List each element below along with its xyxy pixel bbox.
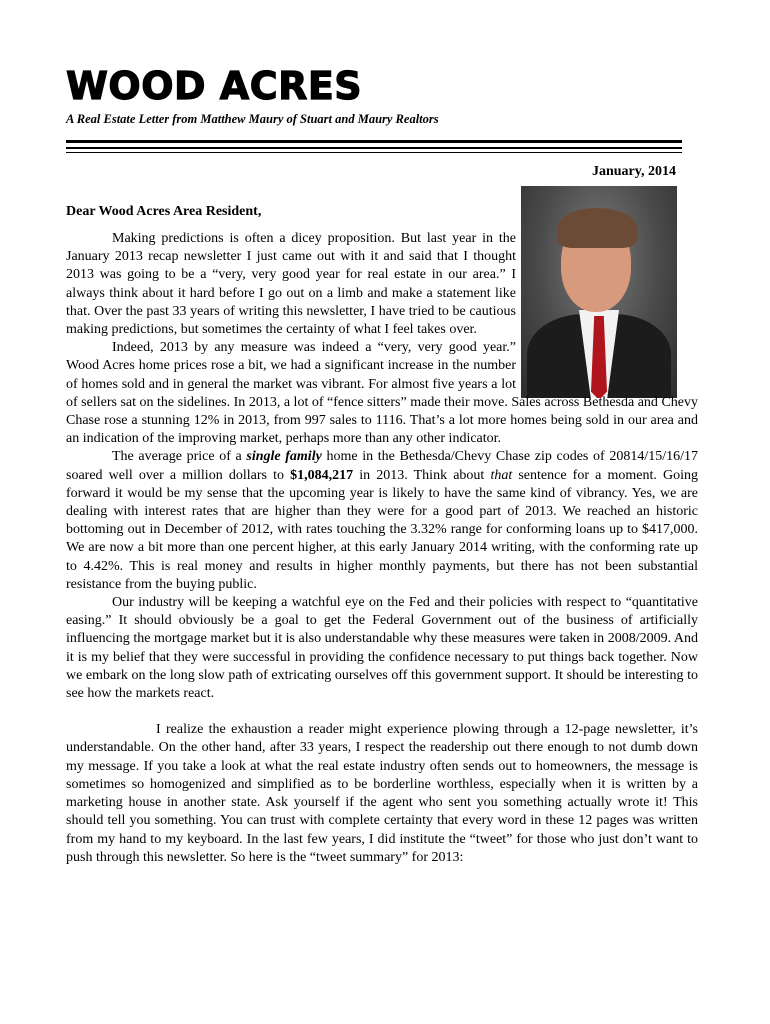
header-rule-thick — [66, 140, 682, 143]
paragraph-4: Our industry will be keeping a watchful eye on the Fed and their policies with respect to “quantitative easing.” It should obviously be a goal to get the Federal Government out of the business of artificially influencing the mortgage market but it is also understandable why these measures were taken in 2008/2009. And it is my belief that they were successful in providing the confidence necessary to put things back together. Now we embark on the long slow path of extricating ourselves off this government support. It should be interesting to see how the markets react. — [66, 595, 698, 702]
paragraph-5: I realize the exhaustion a reader might experience plowing through a 12-page newsletter, it’s understandable. On the other hand, after 33 years, I respect the readership out there enough to not dumb down my message. If you take a look at what the real estate industry often sends out to homeowners, the message is sometimes so homogenized and simplified as to be borderline worthless, especially when it is written by a marketing house in another state. Ask yourself if the agent who sent you something actually wrote it! This should tell you something. You can trust with complete certainty that every word in these 12 pages was written from my hand to my keyboard. In the last few years, I did institute the “tweet” for those who just don’t want to push through this newsletter. So here is the “tweet summary” for 2013: — [66, 722, 698, 865]
letter-body — [66, 230, 698, 867]
header-rule-medium — [66, 147, 682, 149]
newsletter-title: WOOD ACRES — [66, 64, 363, 108]
newsletter-subtitle: A Real Estate Letter from Matthew Maury of Stuart and Maury Realtors — [66, 112, 439, 126]
paragraph-3: The average price of a single family home in the Bethesda/Chevy Chase zip codes of 20814/15/16/17 soared well over a million dollars to $1,084,217 in 2013. Think about that sentence for a moment. Going forward it would be my sense that the upcoming year is likely to have the same kind of vibrancy. Yes, we are dealing with interest rates that are higher than they were for a good part of 2013. We reached an historic bottoming out in December of 2012, with rates touching the 3.32% range for conforming loans up to $417,000. We are now a bit more than one percent higher, at this early January 2014 writing, with the conforming rate up to 4.42%. This is real money and results in higher monthly payments, but there has not been substantial resistance from the buying public. — [66, 449, 698, 592]
issue-date: January, 2014 — [591, 164, 676, 179]
paragraph-2: Indeed, 2013 by any measure was indeed a “very, very good year.” Wood Acres home prices rose a bit, we had a significant increase in the number of homes sold and in general the market was vibrant. For almost five years a lot of sellers sat on the sidelines. In 2013, a lot of “fence sitters” made their move. Sales across Bethesda and Chevy Chase rose a stunning 12% in 2013, from 997 sales to 1116. That’s a lot more homes being sold in our area and an indication of the improving market, perhaps more than any other indicator. — [66, 340, 698, 447]
masthead — [66, 64, 439, 127]
paragraph-1: Making predictions is often a dicey proposition. But last year in the January 2013 recap newsletter I just came out with it and said that I thought 2013 was going to be a “very, very good year for real estate in our area.” I always think about it hard before I go out on a limb and make a statement like that. Over the past 33 years of writing this newsletter, I have tried to be cautious making predictions, but sometimes the certainty of what I feel takes over. — [66, 231, 516, 338]
salutation: Dear Wood Acres Area Resident, — [66, 204, 262, 219]
header-rule-thin — [66, 152, 682, 153]
